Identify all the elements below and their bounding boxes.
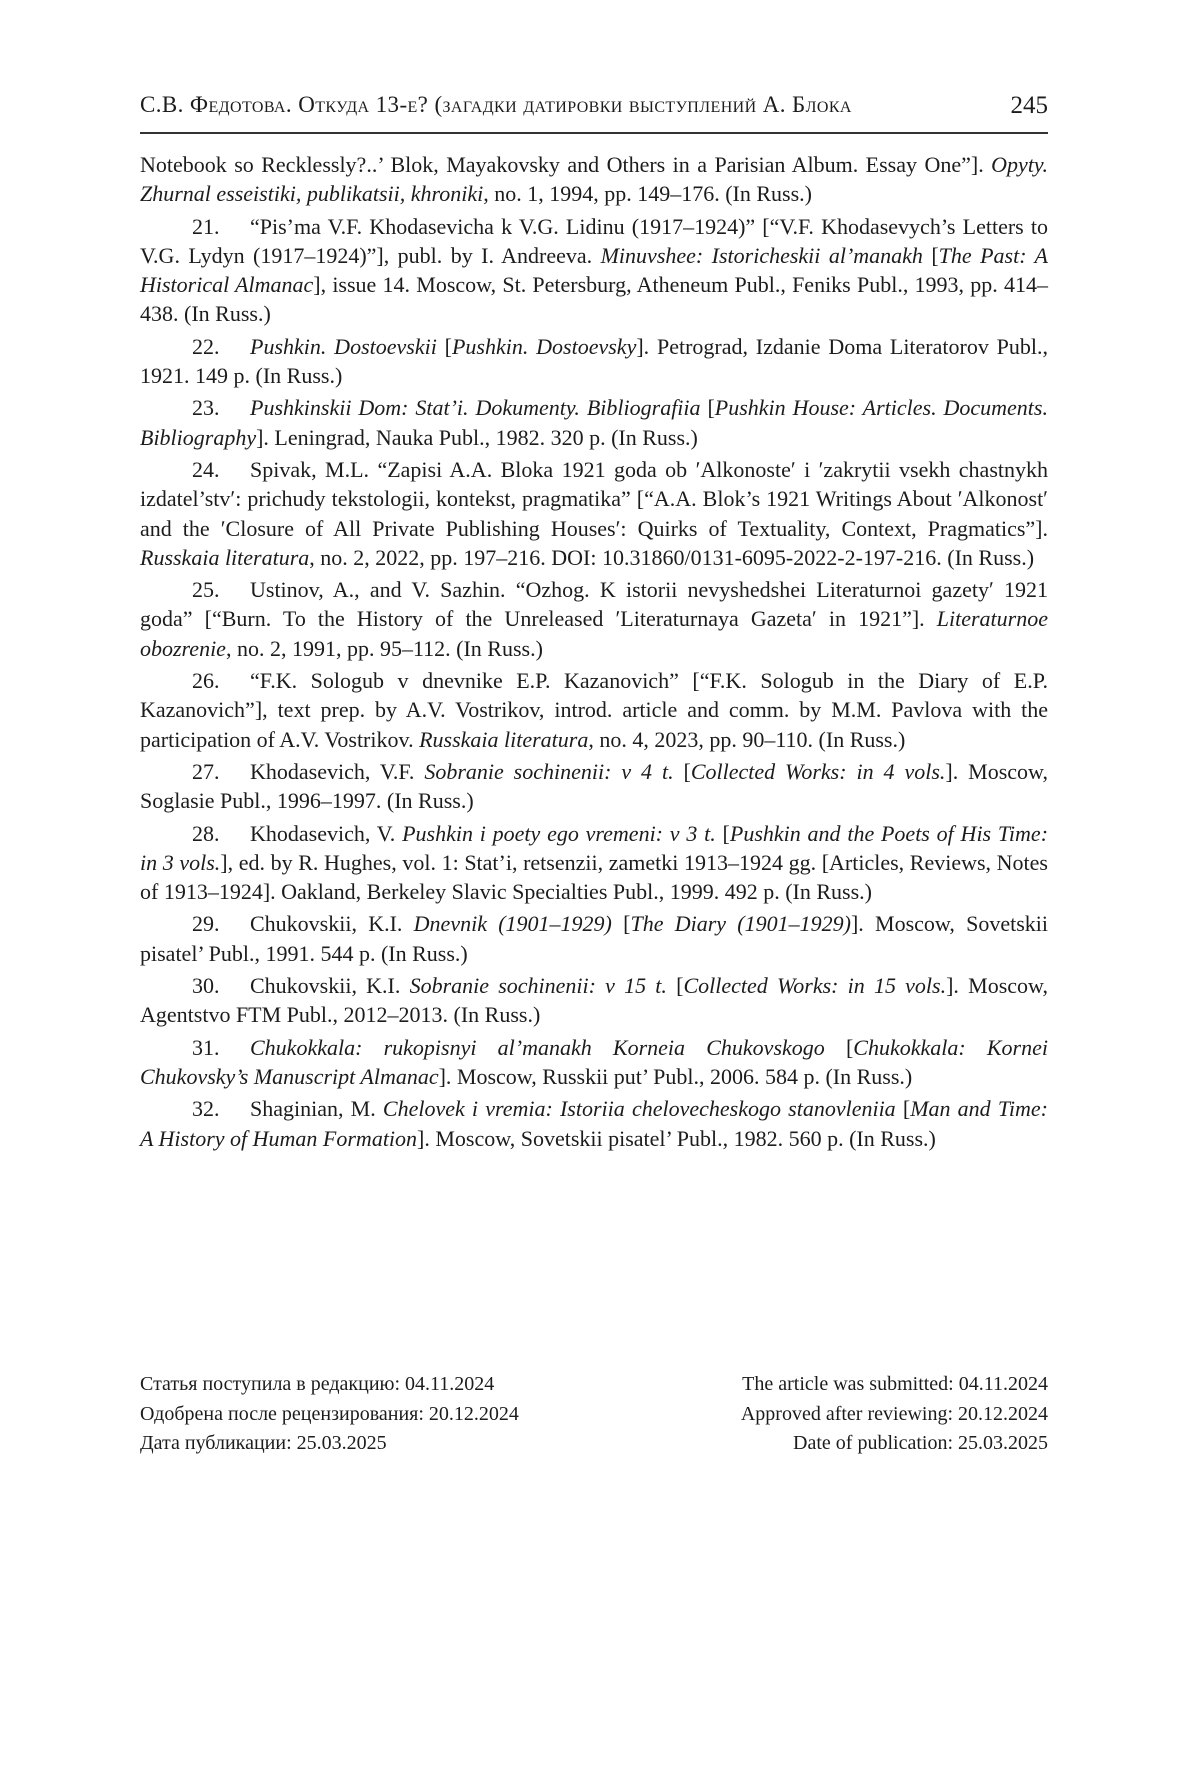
reference-title-italic: Chukokkala: Kornei Chukovsky’s Manuscript Almanac	[140, 1034, 1048, 1089]
reference-title-italic: Chukokkala: rukopisnyi al’manakh Korneia Chukovskogo	[250, 1034, 825, 1060]
reference-text: Chukovskii, K.I.	[250, 973, 410, 999]
reference-entry	[140, 971, 1048, 1030]
reference-title-italic: Pushkin. Dostoevsky	[451, 333, 637, 359]
submitted-en: The article was submitted: 04.11.2024	[742, 1373, 1048, 1395]
reference-text: [	[611, 911, 631, 937]
reference-entry	[140, 212, 1048, 329]
submitted-ru: Статья поступила в редакцию: 04.11.2024	[140, 1373, 495, 1395]
date-row-approved	[140, 1400, 1048, 1430]
reference-title-italic: Collected Works: in 4 vols.	[690, 758, 946, 784]
reference-text: Chukovskii, K.I.	[250, 911, 414, 937]
reference-number: 26.	[192, 668, 220, 694]
approved-ru: Одобрена после рецензирования: 20.12.2024	[140, 1402, 519, 1425]
running-header	[140, 88, 1048, 134]
reference-text: [	[700, 395, 715, 421]
reference-entry	[140, 819, 1048, 907]
running-author: С.В. Федотова.	[140, 92, 293, 117]
reference-list	[140, 150, 1048, 1156]
reference-text: “F.K. Sologub v dnevnike E.P. Kazanovich” [“F.K. Sologub in the Diary of E.P. Kazanovich”], text prep. by A.V. Vostrikov, introd. article and comm. by M.M. Pavlova with the participation of A.V. Vostrikov.	[140, 668, 1048, 752]
reference-text: [	[715, 820, 730, 846]
reference-text: , no. 2, 2022, pp. 197–216. DOI: 10.31860/0131-6095-2022-2-197-216. (In Russ.)	[309, 544, 1035, 570]
reference-text: ]. Leningrad, Nauka Publ., 1982. 320 p. (In Russ.)	[256, 424, 698, 450]
running-title-blok: А. Блока	[762, 92, 852, 117]
reference-text: Ustinov, A., and V. Sazhin. “Ozhog. K istorii nevyshedshei Literaturnoi gazetyʹ 1921 goda” [“Burn. To the History of the Unreleased ʹLiteraturnaya Gazetaʹ in 1921”].	[140, 577, 1048, 632]
reference-text: Khodasevich, V.	[250, 820, 403, 846]
reference-text: ]. Moscow, Russkii put’ Publ., 2006. 584 p. (In Russ.)	[438, 1063, 913, 1089]
reference-title-italic: Dnevnik (1901–1929)	[413, 911, 612, 937]
reference-title-italic: Chelovek i vremia: Istoriia chelovecheskogo stanovleniia	[382, 1096, 896, 1122]
running-title	[140, 92, 852, 118]
reference-text: Shaginian, M.	[250, 1096, 383, 1122]
reference-title-italic: Sobranie sochinenii: v 15 t.	[409, 973, 667, 999]
reference-text: ], ed. by R. Hughes, vol. 1: Stat’i, retsenzii, zametki 1913–1924 gg. [Articles, Reviews, Notes of 1913–1924]. Oakland, Berkeley Slavic Specialties Publ., 1999. 492 p. (In Russ.)	[140, 849, 1048, 905]
running-title-main: Откуда 13-е? (загадки датировки выступлений	[298, 92, 757, 117]
reference-text: [	[436, 333, 452, 359]
reference-title-italic: Literaturnoe obozrenie	[140, 606, 1048, 661]
reference-number: 30.	[192, 973, 220, 999]
date-row-submitted	[140, 1370, 1048, 1400]
reference-text: [	[895, 1096, 911, 1122]
reference-number: 21.	[192, 213, 220, 239]
reference-entry	[140, 666, 1048, 754]
reference-number: 22.	[192, 333, 220, 359]
reference-text: [	[666, 973, 684, 999]
reference-title-italic: Pushkin House: Articles. Documents. Bibliography	[140, 395, 1048, 450]
reference-text: [	[673, 758, 691, 784]
reference-text: ], issue 14. Moscow, St. Petersburg, Atheneum Publ., Feniks Publ., 1993, pp. 414–438. (In Russ.)	[140, 272, 1049, 327]
reference-text: Spivak, M.L. “Zapisi A.A. Bloka 1921 goda ob ʹAlkonosteʹ i ʹzakrytii vsekh chastnykh izdatel’stvʹ: prichudy tekstologii, kontekst, pragmatika” [“A.A. Blok’s 1921 Writings About ʹAlkonostʹ and the ʹClosure of All Private Publishing Housesʹ: Quirks of Textuality, Context, Pragmatics”].	[140, 456, 1048, 541]
reference-title-italic: Pushkin and the Poets of His Time: in 3 vols.	[140, 820, 1049, 875]
reference-number: 32.	[192, 1096, 220, 1122]
reference-entry	[140, 150, 1048, 209]
reference-title-italic: The Past: A Historical Almanac	[140, 242, 1048, 298]
reference-text: Notebook so Recklessly?..’ Blok, Mayakovsky and Others in a Parisian Album. Essay One”].	[140, 152, 992, 177]
reference-text: [	[824, 1034, 854, 1060]
reference-title-italic: Man and Time: A History of Human Formation	[140, 1096, 1048, 1151]
published-en: Date of publication: 25.03.2025	[793, 1432, 1048, 1454]
reference-title-italic: Minuvshee: Istoricheskii al’manakh	[600, 242, 923, 268]
reference-text: , no. 4, 2023, pp. 90–110. (In Russ.)	[588, 726, 906, 752]
reference-number: 29.	[192, 911, 220, 937]
reference-entry	[140, 1094, 1048, 1153]
reference-title-italic: Russkaia literatura	[140, 544, 310, 570]
reference-number: 25.	[192, 577, 220, 603]
reference-text: , no. 1, 1994, pp. 149–176. (In Russ.)	[483, 181, 813, 207]
reference-text: [	[922, 242, 939, 268]
reference-title-italic: The Diary (1901–1929)	[630, 911, 851, 937]
reference-number: 31.	[192, 1034, 220, 1060]
reference-text: , no. 2, 1991, pp. 95–112. (In Russ.)	[225, 635, 543, 661]
published-ru: Дата публикации: 25.03.2025	[140, 1432, 387, 1454]
reference-text: ]. Moscow, Sovetskii pisatel’ Publ., 1982. 560 p. (In Russ.)	[417, 1125, 936, 1151]
reference-entry	[140, 757, 1048, 816]
approved-en: Approved after reviewing: 20.12.2024	[740, 1402, 1048, 1425]
date-row-published	[140, 1429, 1048, 1459]
page-number: 245	[1010, 92, 1048, 119]
reference-entry	[140, 332, 1048, 391]
reference-title-italic: Collected Works: in 15 vols.	[683, 973, 947, 999]
article-dates	[140, 1370, 1048, 1459]
reference-text: “Pis’ma V.F. Khodasevicha k V.G. Lidinu (1917–1924)” [“V.F. Khodasevych’s Letters to V.G. Lydyn (1917–1924)”], publ. by I. Andreeva.	[140, 213, 1048, 268]
reference-text: ]. Moscow, Sovetskii pisatel’ Publ., 1991. 544 p. (In Russ.)	[140, 911, 1049, 966]
reference-entry	[140, 393, 1048, 452]
reference-title-italic: Opyty. Zhurnal esseistiki, publikatsii, khroniki	[140, 152, 1048, 207]
reference-number: 27.	[192, 758, 220, 784]
reference-number: 28.	[192, 820, 220, 846]
reference-text: ]. Moscow, Soglasie Publ., 1996–1997. (In Russ.)	[140, 758, 1048, 814]
reference-title-italic: Pushkin i poety ego vremeni: v 3 t.	[402, 820, 716, 846]
reference-text: ]. Petrograd, Izdanie Doma Literatorov Publ., 1921. 149 p. (In Russ.)	[140, 333, 1048, 389]
reference-title-italic: Sobranie sochinenii: v 4 t.	[424, 758, 674, 784]
reference-entry	[140, 909, 1048, 968]
reference-entry	[140, 1033, 1048, 1092]
reference-entry	[140, 575, 1048, 663]
reference-number: 23.	[192, 395, 220, 421]
reference-title-italic: Russkaia literatura	[419, 726, 589, 752]
reference-text: Khodasevich, V.F.	[250, 758, 425, 784]
reference-title-italic: Pushkin. Dostoevskii	[250, 333, 437, 359]
reference-entry	[140, 455, 1048, 572]
reference-text: ]. Moscow, Agentstvo FTM Publ., 2012–2013. (In Russ.)	[140, 973, 1048, 1028]
reference-number: 24.	[192, 456, 220, 482]
reference-title-italic: Pushkinskii Dom: Stat’i. Dokumenty. Bibliografiia	[250, 395, 701, 421]
